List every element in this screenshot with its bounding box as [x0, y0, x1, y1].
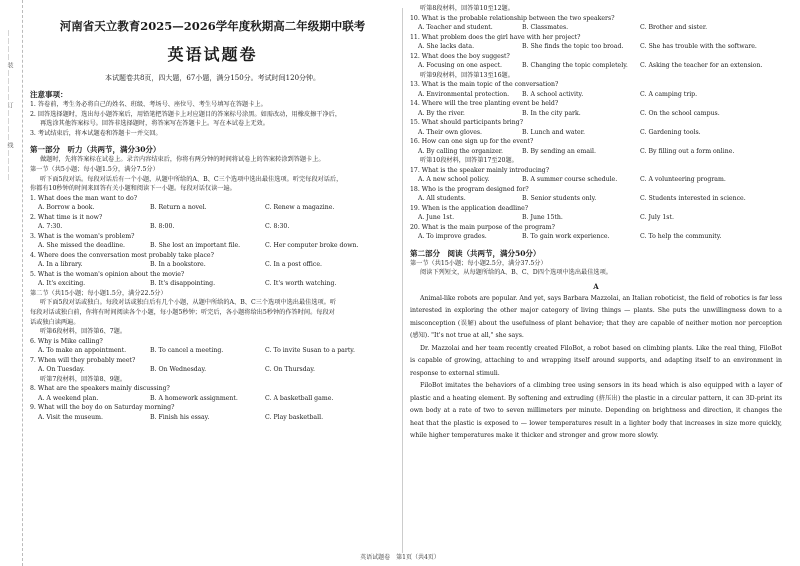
question-stem: 18. Who is the program designed for? [410, 185, 529, 193]
question-stem: 7. When will they probably meet? [30, 356, 136, 364]
option-c: C. To help the community. [640, 233, 722, 241]
option-b: B. Lunch and water. [522, 128, 585, 136]
question-options [30, 365, 395, 375]
option-b: B. 8:00. [150, 223, 175, 231]
question-options [410, 109, 782, 119]
option-a: A. By calling the organizer. [418, 147, 503, 155]
question-stem: 1. What does the man want to do? [30, 194, 138, 202]
question-options [410, 232, 782, 242]
right-column [410, 0, 782, 443]
option-c: C. Brother and sister. [640, 24, 708, 32]
option-b: B. Return a novel. [150, 204, 207, 212]
question-options [410, 213, 782, 223]
option-b: B. To gain work experience. [522, 233, 610, 241]
passage-paragraph: Dr. Mazzolai and her team recently created FiloBot, a robot based on climbing plants. Like the real thing, FiloBot is capable of growing, attaching to and wrapping itself around supports, and adapting itself to an environment in response to external stimuli. [410, 344, 782, 377]
option-b: B. In a bookstore. [150, 261, 206, 269]
option-b: B. She lost an important file. [150, 242, 241, 250]
question-options [30, 222, 395, 232]
option-c: C. Play basketball. [265, 413, 324, 421]
option-c: C. Renew a magazine. [265, 204, 335, 212]
section2-instruction: 话或独白读两遍。 [30, 318, 80, 326]
option-b: B. It's disappointing. [150, 280, 216, 288]
material-label: 听第10段材料，回答第17至20题。 [420, 157, 518, 165]
option-c: C. Asking the teacher for an extension. [640, 62, 763, 70]
option-c: C. Gardening tools. [640, 128, 701, 136]
option-a: A. To improve grades. [418, 233, 487, 241]
material-label: 听第8段材料，回答第10至12题。 [420, 5, 514, 12]
question-options [30, 203, 395, 213]
option-c: C. On the school campus. [640, 109, 720, 117]
option-c: C. She has trouble with the software. [640, 43, 757, 51]
option-b: B. She finds the topic too broad. [522, 43, 624, 51]
binding-line-text: …………装…………订…………线………… [6, 30, 13, 182]
option-b: B. To cancel a meeting. [150, 347, 224, 355]
option-a: A. It's exciting. [38, 280, 86, 288]
option-a: A. Their own gloves. [418, 128, 483, 136]
notice-line: 再选涂其他答案标号。回答非选择题时，将答案写在答题卡上。写在本试卷上无效。 [40, 120, 269, 128]
question-options [30, 413, 395, 423]
option-b: B. A homework assignment. [150, 394, 238, 402]
question-options [30, 346, 395, 356]
part2-heading: 第二部分 阅读（共两节，满分50分） [410, 248, 541, 258]
section2-instruction: 听下面5段对话或独白。每段对话或独白后有几个小题，从题中所给的A、B、C三个选项中选出最佳选项。听 [40, 299, 337, 307]
option-a: A. Borrow a book. [38, 204, 95, 212]
option-c: C. 8:30. [265, 223, 290, 231]
question-stem: 10. What is the probable relationship between the two speakers? [410, 14, 615, 22]
option-b: B. Finish his essay. [150, 413, 210, 421]
question-stem: 4. Where does the conversation most probably take place? [30, 251, 214, 259]
section2-instruction: 每段对话或独白前，你将有时间阅读各个小题，每小题5秒钟；听完后，各小题将给出5秒钟的作答时间。每段对 [30, 308, 335, 316]
question-stem: 13. What is the main topic of the conversation? [410, 81, 559, 89]
option-a: A. In a library. [38, 261, 83, 269]
question-options [30, 394, 395, 404]
option-c: C. By filling out a form online. [640, 147, 735, 155]
option-b: B. In the city park. [522, 109, 581, 117]
option-c: C. It's worth watching. [265, 280, 337, 288]
question-options [410, 194, 782, 204]
option-c: C. A camping trip. [640, 90, 698, 98]
paper-note: 本试题卷共8页，四大题，67小题，满分150分。考试时间120分钟。 [104, 74, 321, 82]
option-a: A. A new school policy. [418, 176, 490, 184]
option-a: A. By the river. [418, 109, 465, 117]
option-a: A. Visit the museum. [38, 413, 103, 421]
question-group [30, 194, 395, 289]
notice-line: 1. 答卷前，考生务必将自己的姓名、班级、考场号、座位号、考生号填写在答题卡上。 [30, 101, 267, 108]
option-b: B. A summer course schedule. [522, 176, 618, 184]
question-options [410, 23, 782, 33]
question-options [30, 241, 395, 251]
option-b: B. Senior students only. [522, 195, 597, 203]
question-options [410, 42, 782, 52]
option-b: B. June 15th. [522, 214, 563, 222]
question-stem: 8. What are the speakers mainly discussing? [30, 385, 170, 393]
option-c: C. To invite Susan to a party. [265, 347, 355, 355]
option-c: C. Students interested in science. [640, 195, 746, 203]
option-c: C. Her computer broke down. [265, 242, 359, 250]
option-a: A. A weekend plan. [38, 394, 99, 402]
section1-instruction: 你都有10秒钟的时间来回答有关小题和阅读下一小题。每段对话仅读一遍。 [30, 185, 236, 193]
question-stem: 9. What will the boy do on Saturday morning? [30, 404, 175, 412]
section1-instruction: 听下面5段对话。每段对话后有一个小题，从题中所给的A、B、C三个选项中选出最佳选项。听完每段对话后， [40, 175, 343, 183]
option-c: C. A volunteering program. [640, 176, 726, 184]
option-b: B. Classmates. [522, 24, 569, 32]
question-options [410, 175, 782, 185]
option-a: A. To make an appointment. [38, 347, 127, 355]
page-footer: 英语试题卷 第1页（共4页） [360, 554, 440, 561]
option-a: A. All students. [418, 195, 466, 203]
question-stem: 19. When is the application deadline? [410, 204, 529, 212]
question-options [410, 90, 782, 100]
option-c: C. A basketball game. [265, 394, 334, 402]
binding-margin [0, 0, 23, 566]
question-stem: 11. What problem does the girl have with her project? [410, 33, 581, 41]
passage-paragraph: Animal-like robots are popular. And yet, says Barbara Mazzolai, an Italian roboticist, the field of robotics is far less interested in exploring the other major category of living things — plants. She puts the unwillingness down to a misconception (误解) about the usefulness of plant behavior; that they are capable of neither motion nor perception (感知). "It's not true at all," she says. [410, 294, 782, 340]
notice-heading: 注意事项： [30, 90, 68, 99]
part1-intro: 做题时，先将答案标在试卷上。录音内容结束后，你将有两分钟的时间将试卷上的答案转涂到答题卡上。 [40, 156, 325, 164]
question-stem: 20. What is the main purpose of the program? [410, 223, 555, 231]
option-a: A. Teacher and student. [418, 24, 493, 32]
question-options [410, 61, 782, 71]
section3-instruction: 阅读下列短文，从每题所给的A、B、C、D四个选项中选出最佳选项。 [420, 269, 612, 277]
question-stem: 6. Why is Mike calling? [30, 337, 103, 345]
option-a: A. She missed the deadline. [38, 242, 125, 250]
option-a: A. She lacks data. [418, 43, 475, 51]
passage-label: A [593, 281, 599, 291]
question-stem: 2. What time is it now? [30, 213, 103, 221]
part1-heading: 第一部分 听力（共两节，满分30分） [30, 145, 161, 155]
notice-line: 2. 回答选择题时，选出每小题答案后，用铅笔把答题卡上对应题目的答案标号涂黑。如需改动，用橡皮擦干净后， [30, 110, 342, 118]
option-c: C. In a post office. [265, 261, 323, 269]
option-b: B. On Wednesday. [150, 366, 207, 374]
option-a: A. Environmental protection. [418, 90, 510, 98]
paper-title: 英语试题卷 [167, 45, 258, 64]
option-a: A. June 1st. [418, 214, 455, 222]
option-c: C. July 1st. [640, 214, 674, 222]
question-options [410, 128, 782, 138]
passage-paragraph: FiloBot imitates the behaviors of a climbing tree using sensors in its head which is also equipped with a layer of plastic and a heating element. By softening and extruding (挤压出) the plastic in a circular pattern, it can 3D-print its own body at a rate of two to seven millimeters per minute. Depending on brightness and direction, it changes the heat that the plastic is exposed to — lower temperatures result in a lighter body that increases in size more quickly, while higher temperatures make it thicker and stronger and grow more slowly. [410, 382, 782, 440]
material-label: 听第9段材料，回答第13至16题。 [420, 71, 514, 79]
option-a: A. On Tuesday. [38, 366, 85, 374]
section3-heading: 第一节（共15小题；每小题2.5分，满分37.5分） [410, 259, 547, 267]
question-stem: 16. How can one sign up for the event? [410, 138, 534, 146]
question-options [30, 279, 395, 289]
left-column [30, 0, 395, 422]
question-stem: 12. What does the boy suggest? [410, 52, 510, 60]
option-a: A. Focusing on one aspect. [418, 62, 503, 70]
question-stem: 15. What should participants bring? [410, 119, 524, 127]
question-stem: 3. What is the woman's problem? [30, 232, 135, 240]
option-b: B. Changing the topic completely. [522, 62, 628, 70]
option-c: C. On Thursday. [265, 366, 315, 374]
question-stem: 17. What is the speaker mainly introducing? [410, 166, 550, 174]
option-b: B. A school activity. [522, 90, 584, 98]
section2-heading: 第二节（共15小题；每小题1.5分，满分22.5分） [30, 289, 167, 297]
question-options [410, 147, 782, 157]
column-divider [402, 8, 403, 553]
material-label: 听第6段材料，回答第6、7题。 [40, 328, 127, 336]
option-b: B. By sending an email. [522, 147, 596, 155]
question-stem: 5. What is the woman's opinion about the movie? [30, 270, 185, 278]
exam-title: 河南省天立教育2025—2026学年度秋期高二年级期中联考 [59, 19, 366, 33]
question-stem: 14. Where will the tree planting event be held? [410, 100, 559, 108]
notice-line: 3. 考试结束后，将本试题卷和答题卡一并交回。 [30, 129, 162, 137]
section1-heading: 第一节（共5小题；每小题1.5分，满分7.5分） [30, 165, 159, 173]
question-options [30, 260, 395, 270]
option-a: A. 7:30. [38, 223, 63, 231]
material-label: 听第7段材料，回答第8、9题。 [40, 375, 127, 383]
